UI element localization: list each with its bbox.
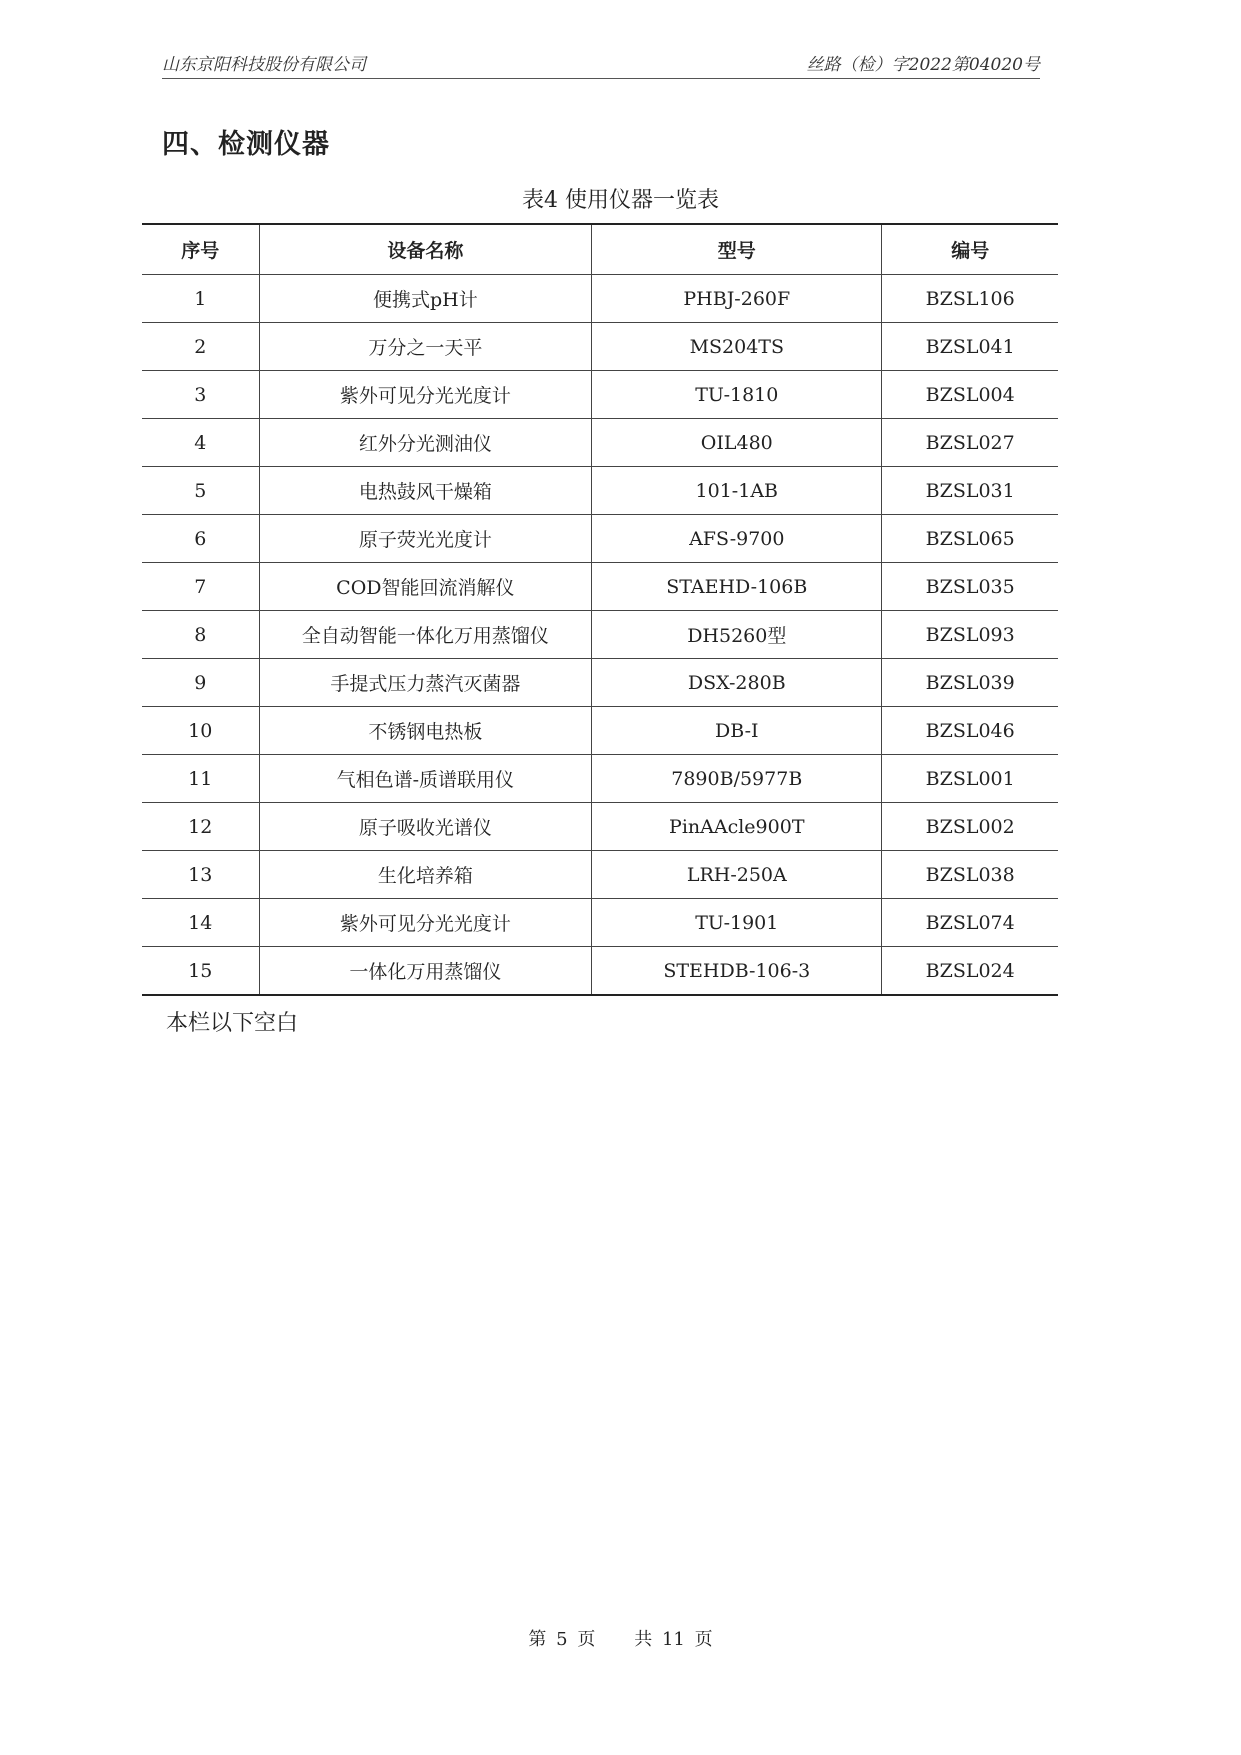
cell-index: 3 xyxy=(142,371,259,419)
cell-index: 7 xyxy=(142,563,259,611)
cell-model: DH5260型 xyxy=(592,611,882,659)
cell-index: 2 xyxy=(142,323,259,371)
cell-model: TU-1810 xyxy=(592,371,882,419)
cell-model: 7890B/5977B xyxy=(592,755,882,803)
cell-name: 紫外可见分光光度计 xyxy=(259,899,592,947)
cell-name: 红外分光测油仪 xyxy=(259,419,592,467)
cell-model: MS204TS xyxy=(592,323,882,371)
report-number: 丝路（检）字2022第04020号 xyxy=(806,55,1040,75)
column-header-index: 序号 xyxy=(142,224,259,275)
cell-name: 便携式pH计 xyxy=(259,275,592,323)
cell-index: 9 xyxy=(142,659,259,707)
table-row xyxy=(142,371,1058,419)
cell-name: 电热鼓风干燥箱 xyxy=(259,467,592,515)
cell-code: BZSL038 xyxy=(882,851,1058,899)
table-row xyxy=(142,851,1058,899)
cell-code: BZSL035 xyxy=(882,563,1058,611)
cell-name: 原子吸收光谱仪 xyxy=(259,803,592,851)
table-row xyxy=(142,707,1058,755)
page-footer xyxy=(0,1625,1241,1651)
cell-code: BZSL004 xyxy=(882,371,1058,419)
cell-name: 原子荧光光度计 xyxy=(259,515,592,563)
company-name: 山东京阳科技股份有限公司 xyxy=(162,55,366,75)
cell-code: BZSL039 xyxy=(882,659,1058,707)
cell-model: AFS-9700 xyxy=(592,515,882,563)
blank-note: 本栏以下空白 xyxy=(166,1011,299,1036)
cell-model: STEHDB-106-3 xyxy=(592,947,882,996)
cell-name: 不锈钢电热板 xyxy=(259,707,592,755)
cell-name: 手提式压力蒸汽灭菌器 xyxy=(259,659,592,707)
cell-name: COD智能回流消解仪 xyxy=(259,563,592,611)
table-body xyxy=(142,275,1058,996)
table-row xyxy=(142,419,1058,467)
table-row xyxy=(142,755,1058,803)
page-number: 第 5 页 xyxy=(528,1629,596,1650)
cell-model: PinAAcle900T xyxy=(592,803,882,851)
table-caption: 表4 使用仪器一览表 xyxy=(522,188,719,213)
cell-name: 气相色谱-质谱联用仪 xyxy=(259,755,592,803)
cell-code: BZSL024 xyxy=(882,947,1058,996)
table-row xyxy=(142,803,1058,851)
cell-model: TU-1901 xyxy=(592,899,882,947)
cell-index: 13 xyxy=(142,851,259,899)
cell-code: BZSL031 xyxy=(882,467,1058,515)
table-row xyxy=(142,899,1058,947)
table-row xyxy=(142,947,1058,996)
cell-name: 全自动智能一体化万用蒸馏仪 xyxy=(259,611,592,659)
cell-code: BZSL001 xyxy=(882,755,1058,803)
cell-model: OIL480 xyxy=(592,419,882,467)
cell-index: 15 xyxy=(142,947,259,996)
cell-index: 4 xyxy=(142,419,259,467)
cell-index: 12 xyxy=(142,803,259,851)
column-header-model: 型号 xyxy=(592,224,882,275)
page-total: 共 11 页 xyxy=(634,1629,713,1650)
cell-code: BZSL065 xyxy=(882,515,1058,563)
table-row xyxy=(142,323,1058,371)
cell-model: DB-I xyxy=(592,707,882,755)
cell-index: 8 xyxy=(142,611,259,659)
section-title: 四、检测仪器 xyxy=(162,129,330,160)
cell-code: BZSL027 xyxy=(882,419,1058,467)
cell-code: BZSL046 xyxy=(882,707,1058,755)
cell-index: 10 xyxy=(142,707,259,755)
table-header-row xyxy=(142,224,1058,275)
cell-name: 生化培养箱 xyxy=(259,851,592,899)
table-row xyxy=(142,275,1058,323)
cell-code: BZSL106 xyxy=(882,275,1058,323)
cell-name: 一体化万用蒸馏仪 xyxy=(259,947,592,996)
cell-index: 11 xyxy=(142,755,259,803)
cell-code: BZSL002 xyxy=(882,803,1058,851)
table-row xyxy=(142,563,1058,611)
cell-model: STAEHD-106B xyxy=(592,563,882,611)
table-row xyxy=(142,467,1058,515)
cell-code: BZSL074 xyxy=(882,899,1058,947)
cell-model: 101-1AB xyxy=(592,467,882,515)
table-row xyxy=(142,515,1058,563)
cell-name: 万分之一天平 xyxy=(259,323,592,371)
cell-code: BZSL093 xyxy=(882,611,1058,659)
cell-model: LRH-250A xyxy=(592,851,882,899)
table-row xyxy=(142,611,1058,659)
cell-index: 14 xyxy=(142,899,259,947)
page-header xyxy=(162,50,1040,79)
cell-model: PHBJ-260F xyxy=(592,275,882,323)
cell-code: BZSL041 xyxy=(882,323,1058,371)
instrument-table xyxy=(142,223,1058,996)
column-header-name: 设备名称 xyxy=(259,224,592,275)
cell-index: 6 xyxy=(142,515,259,563)
cell-index: 5 xyxy=(142,467,259,515)
cell-name: 紫外可见分光光度计 xyxy=(259,371,592,419)
table-row xyxy=(142,659,1058,707)
cell-index: 1 xyxy=(142,275,259,323)
cell-model: DSX-280B xyxy=(592,659,882,707)
column-header-code: 编号 xyxy=(882,224,1058,275)
